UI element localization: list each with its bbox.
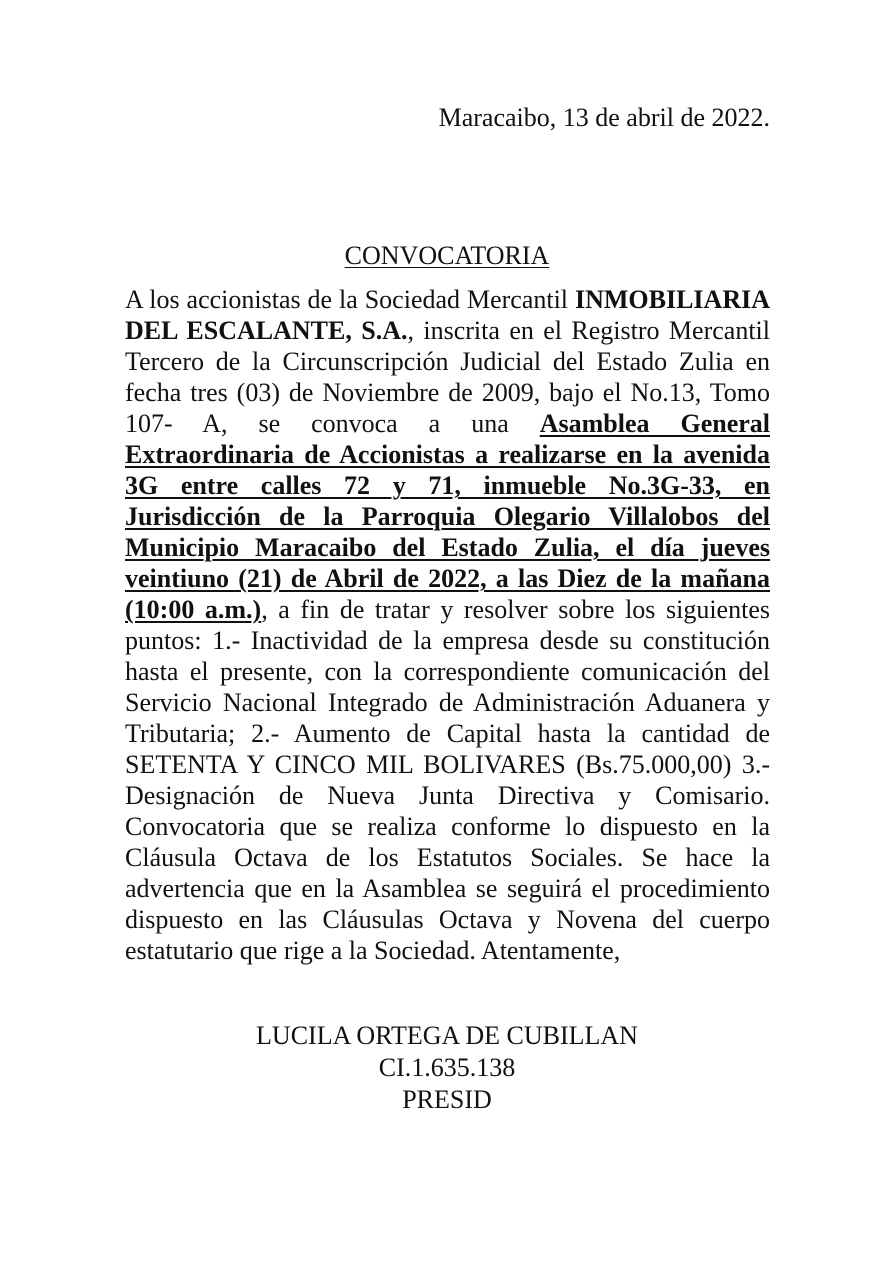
paragraph-registration: , inscrita en el Registro Mercantil Tercero de la Circunscripción Judicial del Estado Zulia en fecha tres (03) de Noviembre de 2009, bajo el No.13, Tomo 107- A, se convoca a una — [125, 316, 770, 438]
signature-block — [0, 1020, 894, 1116]
company-name: INMOBILIARIA DEL ESCALANTE, S.A. — [125, 285, 770, 345]
paragraph-agenda: , a fin de tratar y resolver sobre los siguientes puntos: 1.- Inactividad de la empresa desde su constitución hasta el presente, con la correspondiente comunicación del Servicio Nacional Integrado de Administración Aduanera y Tributaria; 2.- Aumento de Capital hasta la cantidad de SETENTA Y CINCO MIL BOLIVARES (Bs.75.000,00) 3.- Designación de Nueva Junta Directiva y Comisario. Convocatoria que se realiza conforme lo dispuesto en la Cláusula Octava de los Estatutos Sociales. Se hace la advertencia que en la Asamblea se seguirá el procedimiento dispuesto en las Cláusulas Octava y Novena del cuerpo estatutario que rige a la Sociedad. Atentamente, — [125, 595, 770, 965]
signatory-name: LUCILA ORTEGA DE CUBILLAN — [256, 1021, 638, 1050]
signatory-id: CI.1.635.138 — [378, 1053, 516, 1082]
document-title: CONVOCATORIA — [344, 241, 550, 270]
assembly-details: Asamblea General Extraordinaria de Accionistas a realizarse en la avenida 3G entre calles 72 y 71, inmueble No.3G-33, en Jurisdicción de la Parroquia Olegario Villalobos del Municipio Maracaibo del Estado Zulia, el día jueves veintiuno (21) de Abril de 2022, a las Diez de la mañana (10:00 a.m.) — [125, 409, 770, 624]
convocation-paragraph — [125, 284, 770, 966]
document-date: Maracaibo, 13 de abril de 2022. — [438, 103, 770, 132]
signatory-role: PRESID — [402, 1085, 492, 1114]
paragraph-intro: A los accionistas de la Sociedad Mercantil — [125, 285, 575, 314]
